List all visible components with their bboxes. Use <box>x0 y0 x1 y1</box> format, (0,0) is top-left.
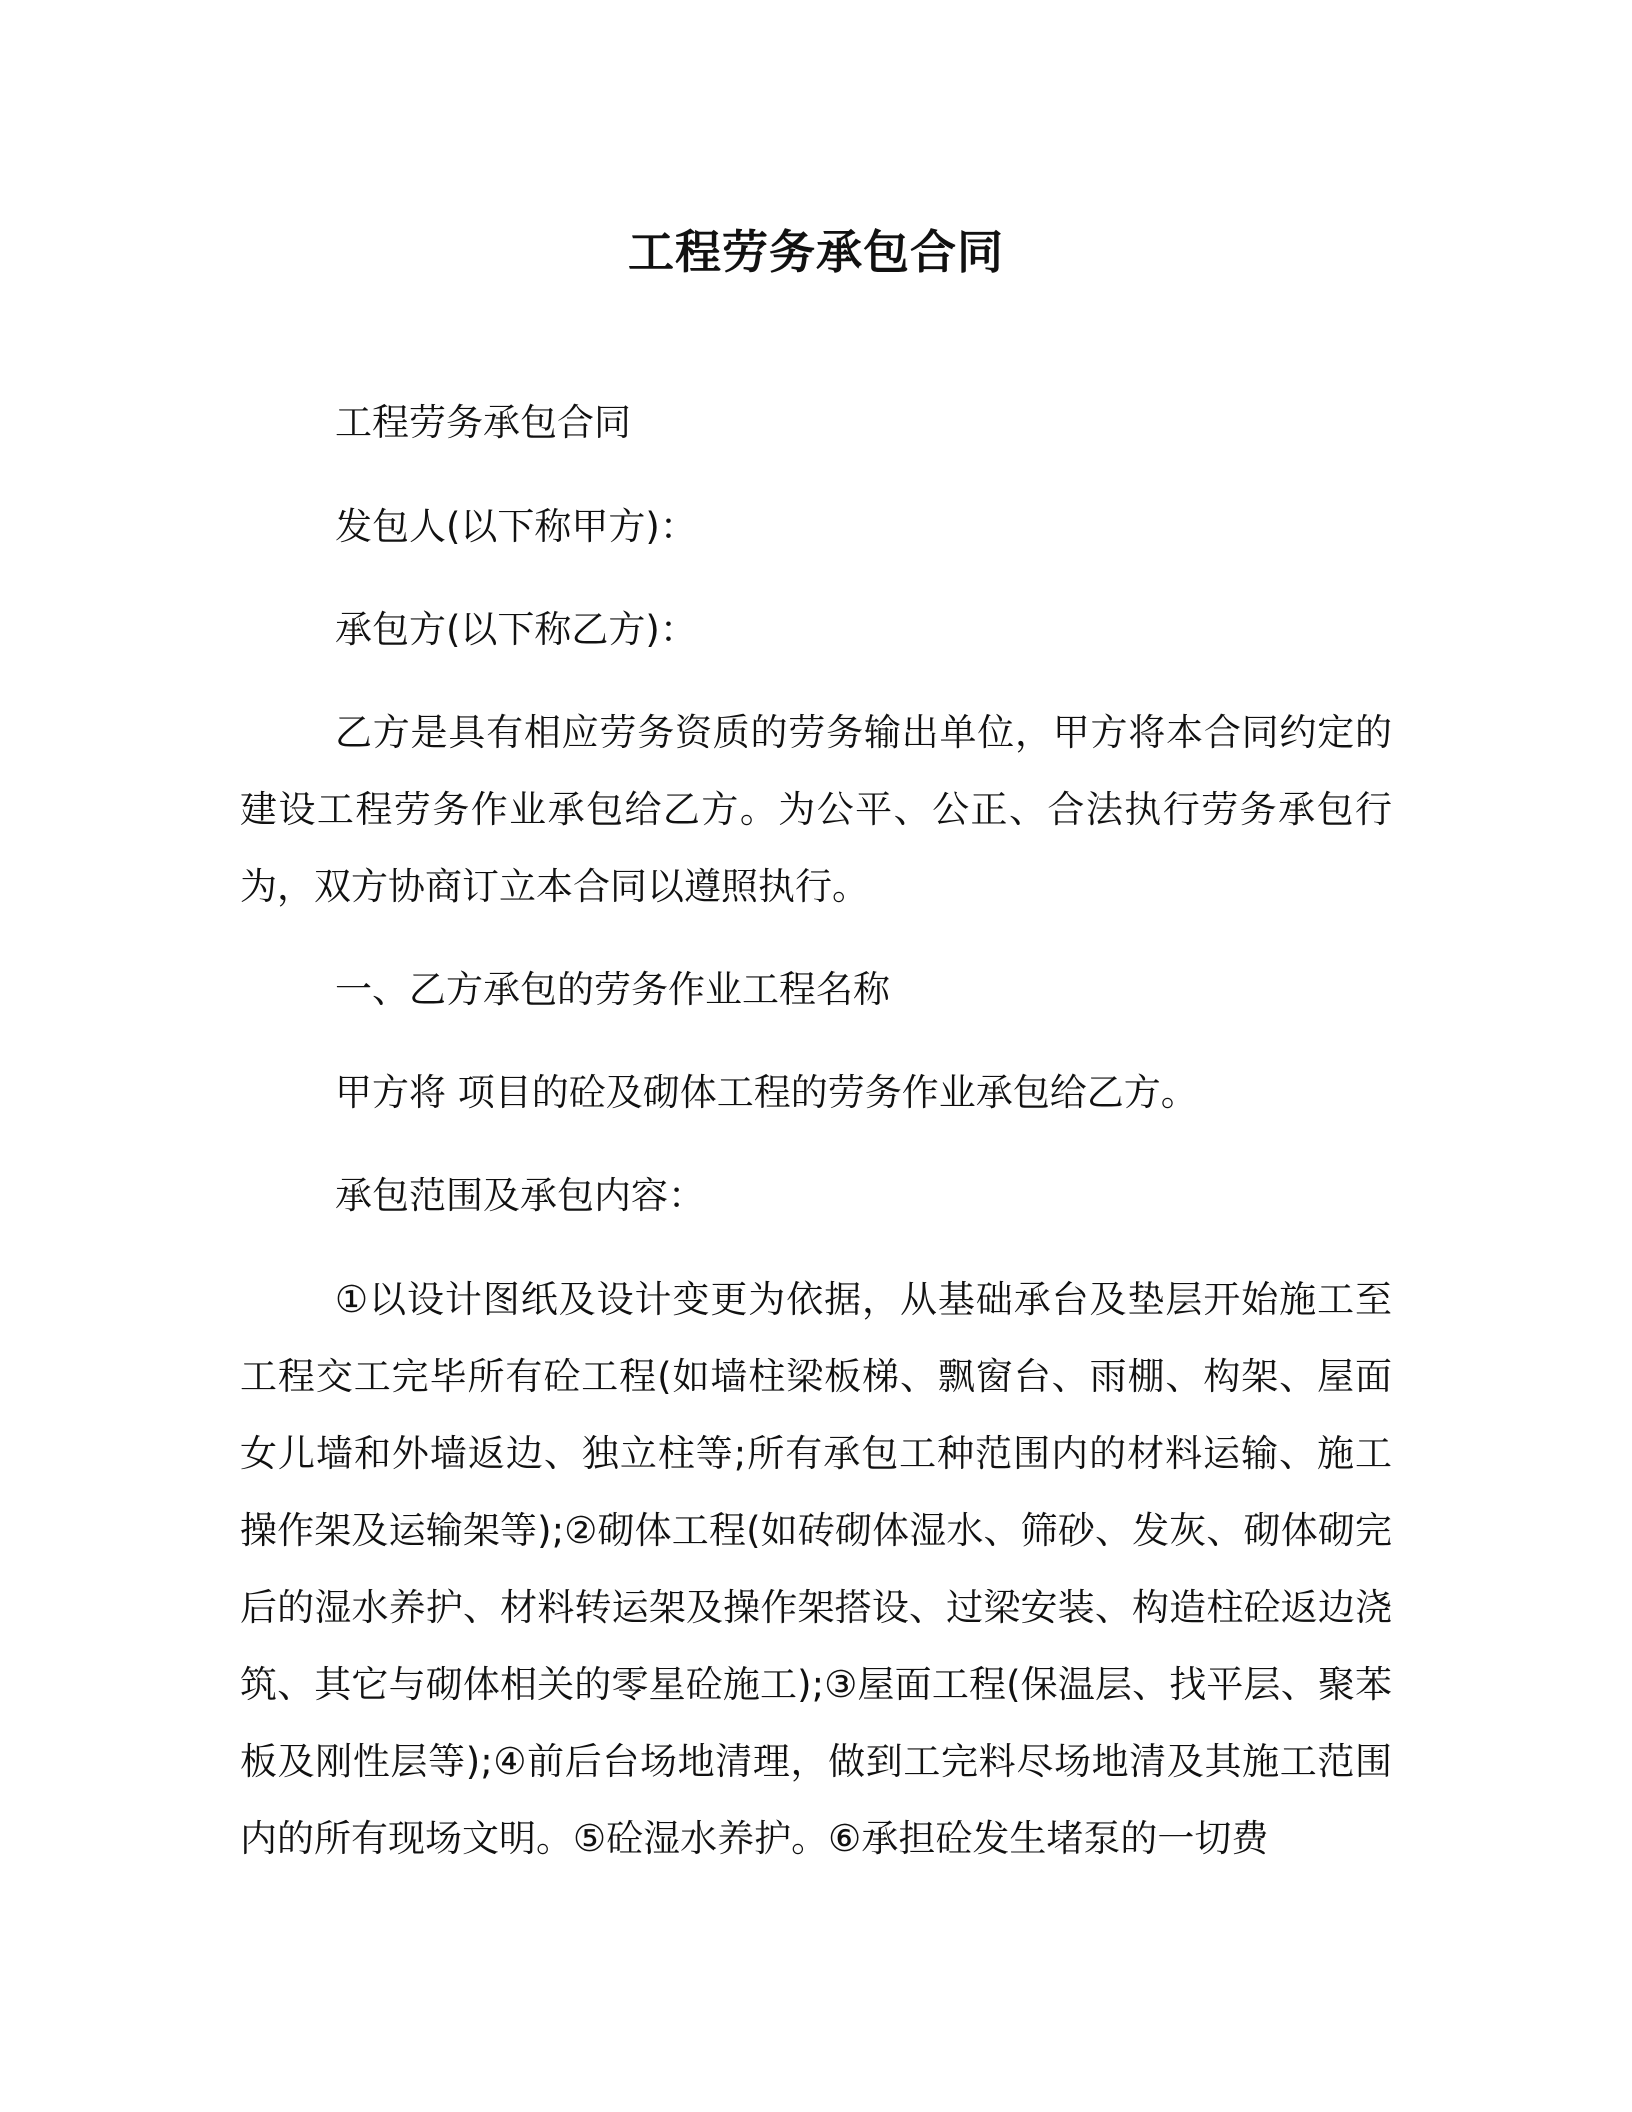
paragraph-project: 甲方将 项目的砼及砌体工程的劳务作业承包给乙方。 <box>335 1071 1198 1114</box>
paragraph-party-b: 承包方(以下称乙方)： <box>335 608 697 651</box>
section-heading-1: 一、乙方承包的劳务作业工程名称 <box>335 968 890 1011</box>
paragraph-scope-content: ①以设计图纸及设计变更为依据，从基础承台及垫层开始施工至工程交工完毕所有砼工程(如墙柱梁板梯、飘窗台、雨棚、构架、屋面女儿墙和外墙返边、独立柱等;所有承包工种范围内的材料运输、施工操作架及运输架等);②砌体工程(如砖砌体湿水、筛砂、发灰、砌体砌完后的湿水养护、材料转运架及操作架搭设、过梁安装、构造柱砼返边浇筑、其它与砌体相关的零星砼施工);③屋面工程(保温层、找平层、聚苯板及刚性层等);④前后台场地清理，做到工完料尽场地清及其施工范围内的所有现场文明。⑤砼湿水养护。⑥承担砼发生堵泵的一切费 <box>240 1278 1392 1860</box>
paragraph-preamble: 乙方是具有相应劳务资质的劳务输出单位，甲方将本合同约定的建设工程劳务作业承包给乙方。为公平、公正、合法执行劳务承包行为，双方协商订立本合同以遵照执行。 <box>240 711 1392 908</box>
paragraph-scope-label: 承包范围及承包内容： <box>335 1174 705 1217</box>
paragraph-party-a: 发包人(以下称甲方)： <box>335 505 697 548</box>
paragraph-heading: 工程劳务承包合同 <box>335 401 631 444</box>
document-title: 工程劳务承包合同 <box>628 225 1004 279</box>
